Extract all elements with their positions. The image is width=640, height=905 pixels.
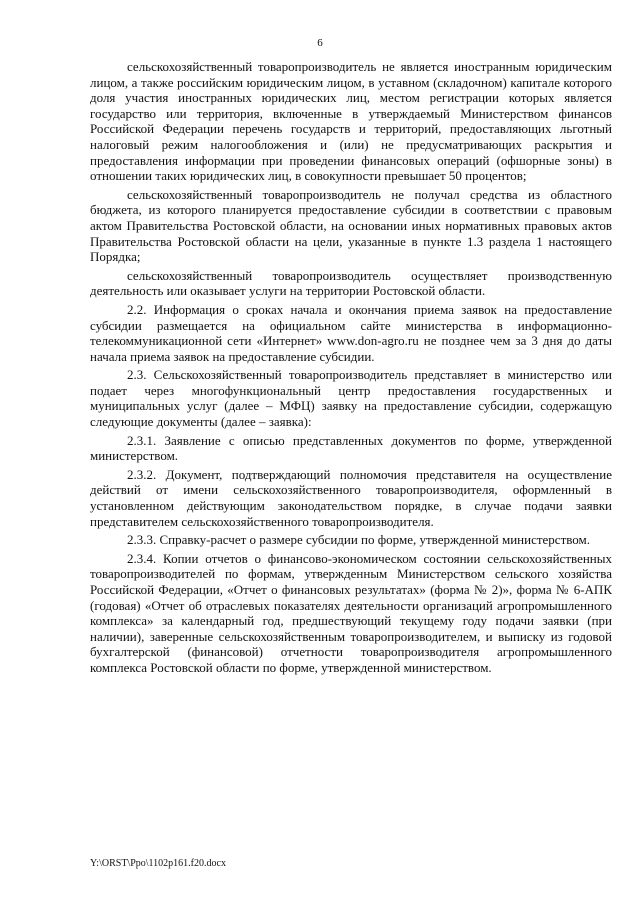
footer-file-path: Y:\ORST\Ppo\1102p161.f20.docx xyxy=(90,858,226,869)
paragraph-2-3-3: 2.3.3. Справку-расчет о размере субсидии по форме, утвержденной министерством. xyxy=(127,532,591,548)
paragraph-3: сельскохозяйственный товаропроизводитель осуществляет производственную деятельность или оказывает услуги на территории Ростовской области. xyxy=(90,267,612,299)
paragraph-2-3-1: 2.3.1. Заявление с описью представленных документов по форме, утвержденной министерством. xyxy=(90,432,612,464)
paragraph-2-3: 2.3. Сельскохозяйственный товаропроизводитель представляет в министерство или подает через многофункциональный центр предоставления государственных и муниципальных услуг (далее – МФЦ) заявку на предоставление субсидии, содержащую следующие документы (далее – заявка): xyxy=(90,367,612,430)
paragraph-2-2: 2.2. Информация о сроках начала и окончания приема заявок на предоставление субсидии размещается на официальном сайте министерства в информационно-телекоммуникационной сети «Интернет» www.don-agro.ru не позднее чем за 3 дня до даты начала приема заявок на предоставление субсидии. xyxy=(90,301,612,364)
page-number: 6 xyxy=(317,37,323,49)
paragraph-2: сельскохозяйственный товаропроизводитель не получал средства из областного бюджета, из которого планируется предоставление субсидии в соответствии с правовым актом Правительства Ростовской области, на основании иных нормативных правовых актов Правительства Ростовской области на цели, указанные в пункте 1.3 раздела 1 настоящего Порядка; xyxy=(90,186,612,265)
document-body xyxy=(90,59,612,679)
paragraph-1: сельскохозяйственный товаропроизводитель не является иностранным юридическим лицом, а также российским юридическим лицом, в уставном (складочном) капитале которого доля участия иностранных юридических лиц, местом регистрации которых является государство или территория, включенные в утверждаемый Министерством финансов Российской Федерации перечень государств и территорий, предоставляющих льготный налоговый режим налогообложения и (или) не предусматривающих раскрытия и предоставления информации при проведении финансовых операций (офшорные зоны) в отношении таких юридических лиц, в совокупности превышает 50 процентов; xyxy=(90,59,612,184)
paragraph-2-3-4: 2.3.4. Копии отчетов о финансово-экономическом состоянии сельскохозяйственных товаропроизводителей по формам, утвержденным Министерством сельского хозяйства Российской Федерации, «Отчет о финансовых результатах» (форма № 2)», форма № 6-АПК (годовая) «Отчет об отраслевых показателях деятельности организаций агропромышленного комплекса» за календарный год, предшествующий текущему году подачи заявки (при наличии), заверенные сельскохозяйственным товаропроизводителем, и выписку из годовой бухгалтерской (финансовой) отчетности товаропроизводителя агропромышленного комплекса Ростовской области по форме, утвержденной министерством. xyxy=(90,550,612,675)
paragraph-2-3-2: 2.3.2. Документ, подтверждающий полномочия представителя на осуществление действий от имени сельскохозяйственного товаропроизводителя, оформленный в установленном действующим законодательством порядке, в случае подачи заявки представителем сельскохозяйственного товаропроизводителя. xyxy=(90,466,612,529)
